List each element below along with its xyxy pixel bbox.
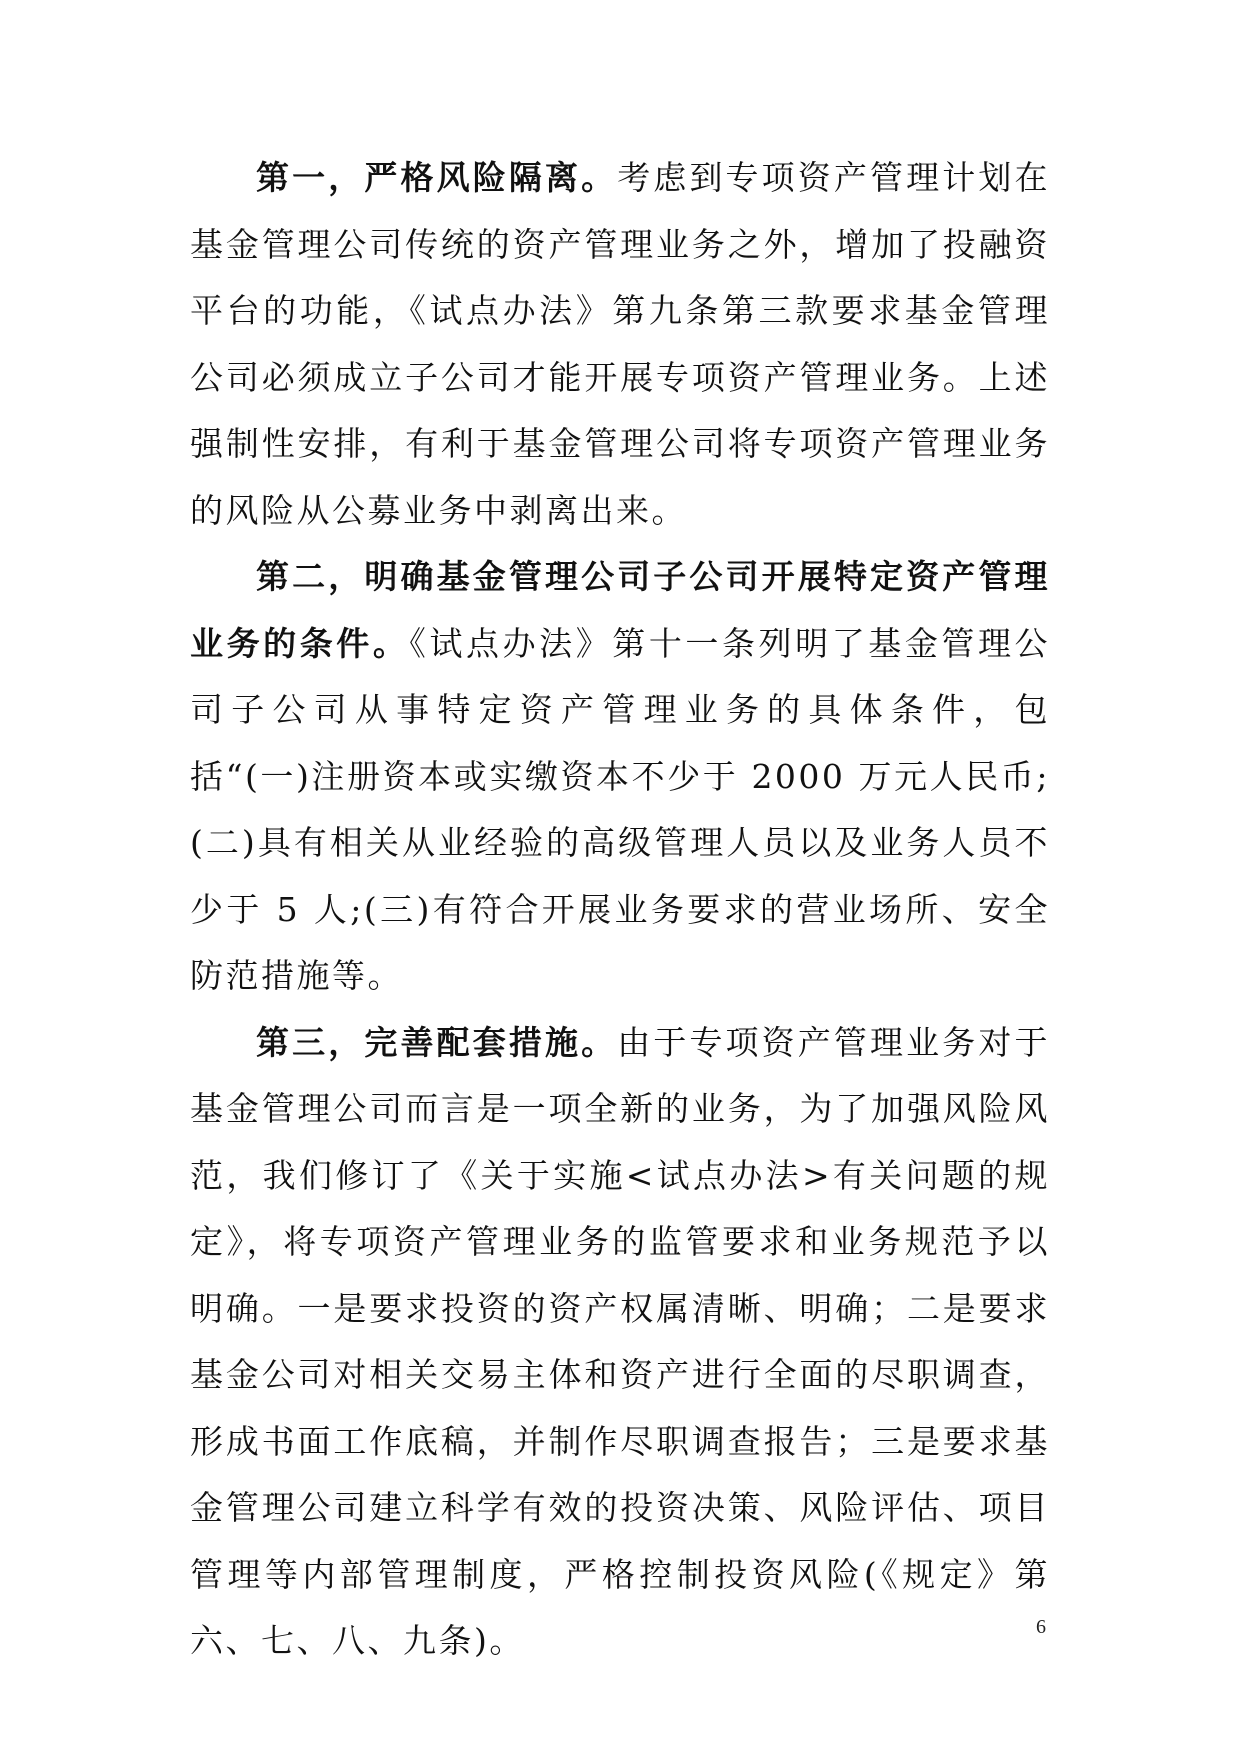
document-body — [190, 145, 1050, 1675]
paragraph-lead: 第三，完善配套措施。 — [256, 1022, 618, 1062]
paragraph-lead: 第二，明确基金管理公司子公司开展特定资产管理业务的条件。 — [190, 557, 1050, 663]
paragraph-risk-isolation — [190, 145, 1050, 544]
paragraph-lead: 第一，严格风险隔离。 — [256, 158, 618, 197]
paragraph-subsidiary-conditions — [190, 544, 1050, 1010]
paragraph-text: 由于专项资产管理业务对于基金管理公司而言是一项全新的业务，为了加强风险风范，我们修订了《关于实施<试点办法>有关问题的规定》，将专项资产管理业务的监管要求和业务规范予以明确。一是要求投资的资产权属清晰、明确；二是要求基金公司对相关交易主体和资产进行全面的尽职调查，形成书面工作底稿，并制作尽职调查报告；三是要求基金管理公司建立科学有效的投资决策、风险评估、项目管理等内部管理制度，严格控制投资风险(《规定》第六、七、八、九条)。 — [190, 1022, 1051, 1660]
paragraph-text: 《试点办法》第十一条列明了基金管理公司子公司从事特定资产管理业务的具体条件，包括“(一)注册资本或实缴资本不少于 2000 万元人民币;(二)具有相关从业经验的高级管理人员以及业务人员不少于 5 人;(三)有符合开展业务要求的营业场所、安全防范措施等。 — [190, 623, 1051, 995]
page-number: 6 — [1036, 1616, 1046, 1638]
paragraph-text: 考虑到专项资产管理计划在基金管理公司传统的资产管理业务之外，增加了投融资平台的功能，《试点办法》第九条第三款要求基金管理公司必须成立子公司才能开展专项资产管理业务。上述强制性安排，有利于基金管理公司将专项资产管理业务的风险从公募业务中剥离出来。 — [190, 158, 1051, 530]
paragraph-supporting-measures — [190, 1010, 1050, 1675]
